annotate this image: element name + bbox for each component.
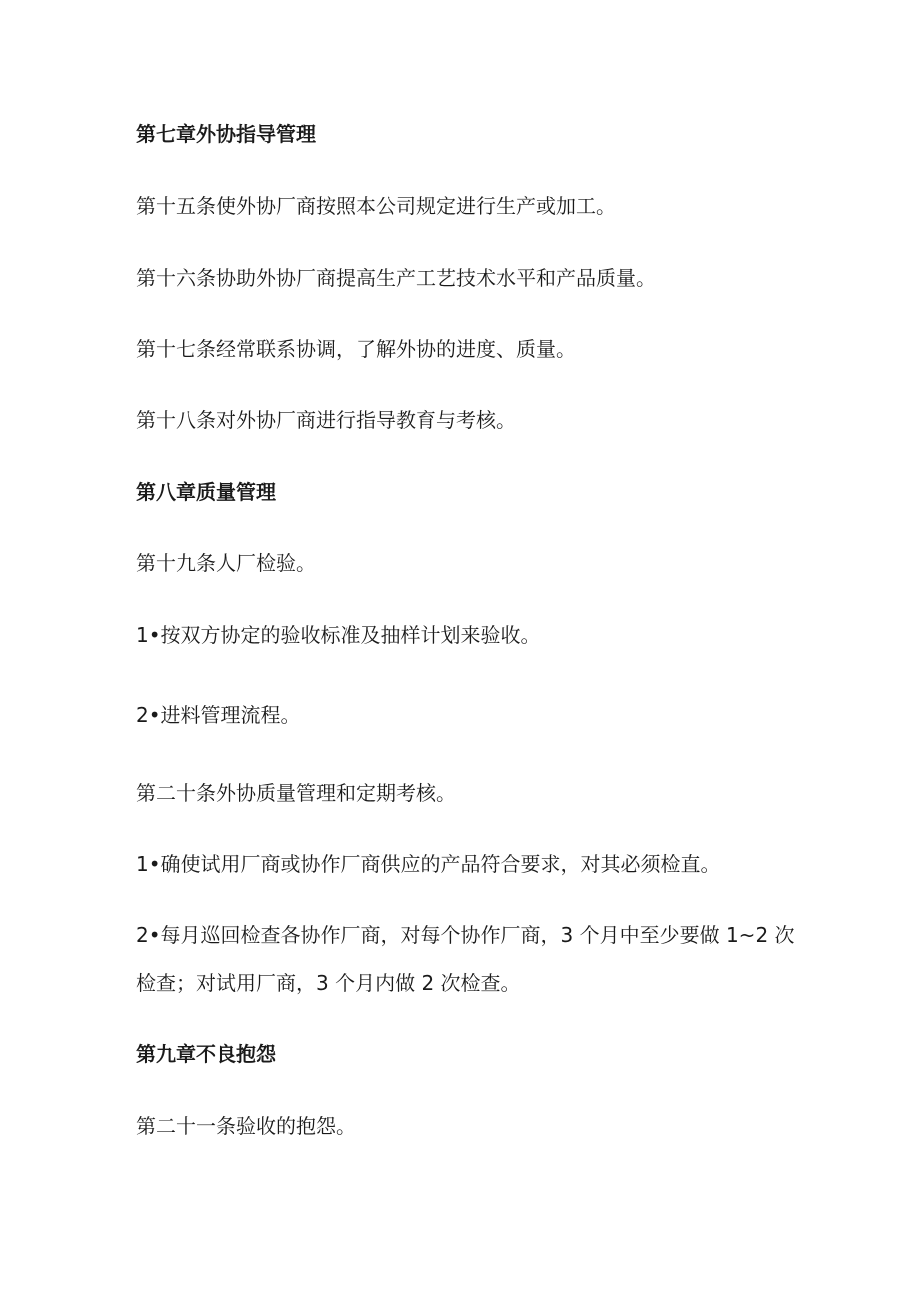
article-17: 第十七条经常联系协调，了解外协的进度、质量。	[136, 337, 576, 361]
article-15: 第十五条使外协厂商按照本公司规定进行生产或加工。	[136, 194, 616, 218]
article-20-item-2-line-1: 2•每月巡回检查各协作厂商，对每个协作厂商，3 个月中至少要做 1~2 次	[136, 923, 795, 947]
article-20-item-2-line-2: 检查；对试用厂商，3 个月内做 2 次检查。	[136, 971, 521, 995]
article-19-item-1: 1•按双方协定的验收标准及抽样计划来验收。	[136, 623, 541, 647]
article-20: 第二十条外协质量管理和定期考核。	[136, 781, 456, 805]
chapter-8-heading: 第八章质量管理	[136, 480, 276, 504]
chapter-9-heading: 第九章不良抱怨	[136, 1042, 276, 1066]
article-16: 第十六条协助外协厂商提高生产工艺技术水平和产品质量。	[136, 266, 656, 290]
article-18: 第十八条对外协厂商进行指导教育与考核。	[136, 408, 516, 432]
article-20-item-1: 1•确使试用厂商或协作厂商供应的产品符合要求，对其必须检直。	[136, 852, 721, 876]
article-19: 第十九条人厂检验。	[136, 551, 316, 575]
article-21: 第二十一条验收的抱怨。	[136, 1114, 356, 1138]
chapter-7-heading: 第七章外协指导管理	[136, 122, 316, 146]
article-19-item-2: 2•进料管理流程。	[136, 703, 301, 727]
